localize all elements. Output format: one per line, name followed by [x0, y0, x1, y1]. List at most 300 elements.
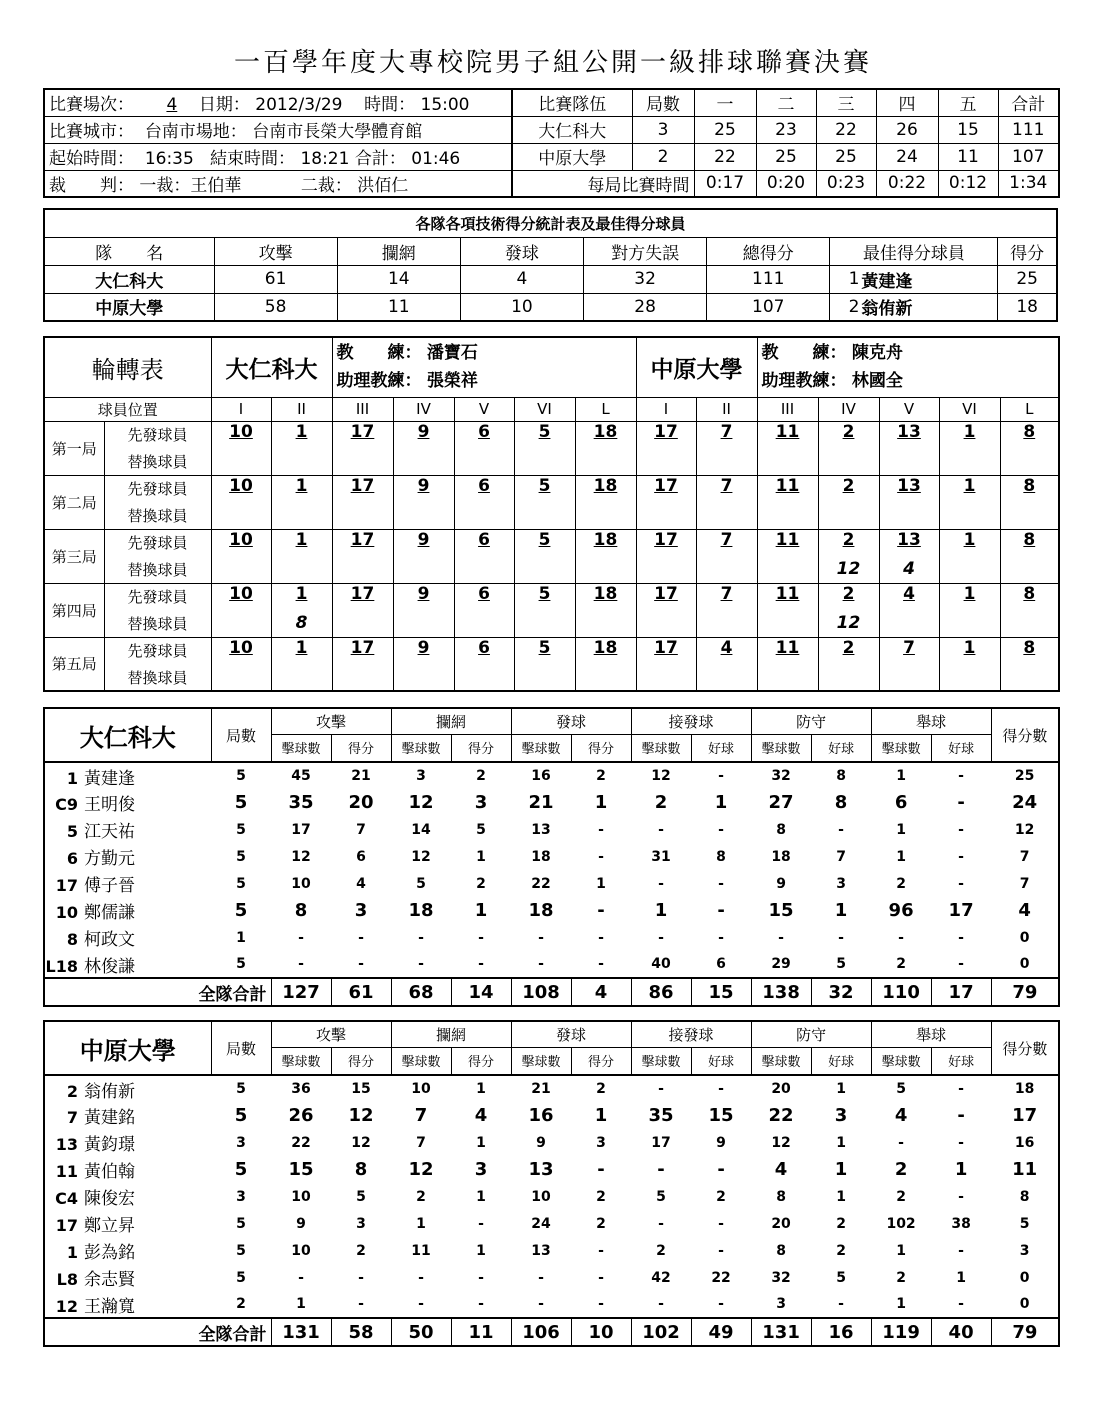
player-name: 王明俊	[84, 795, 135, 815]
starter-cell: 5	[514, 529, 575, 556]
stat-cell: 29	[771, 956, 791, 972]
stat-cell: 1	[896, 768, 906, 784]
stat-cell: -	[718, 1081, 724, 1097]
starter-cell: 8	[1000, 583, 1059, 610]
stat-cell: 12	[771, 1134, 791, 1151]
stats-sub-header: 擊球數	[511, 734, 571, 762]
sub-label: 替換球員	[104, 664, 211, 691]
stat-cell: 1	[836, 1188, 846, 1205]
total-cell: 10	[571, 1318, 631, 1346]
stat-cell: 16	[531, 768, 551, 784]
total-cell: 14	[451, 978, 511, 1006]
stats-group-header: 防守	[751, 1021, 871, 1047]
sub-cell	[332, 664, 393, 691]
stat-cell: -	[358, 956, 364, 972]
stat-cell: 2	[596, 1215, 606, 1232]
sub-cell	[939, 556, 1000, 583]
starter-cell: 6	[454, 475, 514, 502]
sub-cell	[211, 610, 271, 637]
best-player-name: 黃建逢	[860, 265, 997, 293]
stats-sub-header: 得分	[451, 734, 511, 762]
starter-cell: 17	[636, 583, 696, 610]
stat-cell: 5	[234, 1159, 248, 1180]
stat-cell: 15	[351, 1081, 371, 1097]
position-cell: L	[1000, 397, 1059, 421]
stat-cell: 96	[888, 900, 914, 921]
stat-cell: 1	[296, 1296, 306, 1312]
starter-cell: 2	[818, 421, 879, 448]
starter-cell: 18	[575, 475, 636, 502]
player-row	[44, 1156, 1059, 1183]
player-name: 江天祐	[84, 822, 135, 842]
position-cell: V	[879, 397, 939, 421]
stat-cell: 12	[651, 768, 671, 784]
starter-cell: 6	[454, 583, 514, 610]
stats-sub-header: 擊球數	[391, 734, 451, 762]
position-cell: V	[454, 397, 514, 421]
stat-cell: 1	[834, 900, 848, 921]
total-cell: 131	[751, 1318, 811, 1346]
stat-cell: -	[898, 1134, 904, 1151]
starter-cell: 2	[818, 475, 879, 502]
starter-cell: 8	[1000, 637, 1059, 664]
sub-cell	[636, 610, 696, 637]
stat-cell: 1	[954, 1159, 968, 1180]
stats-group-header: 攻擊	[271, 1021, 391, 1047]
summary-table	[43, 208, 1058, 322]
total-cell: 17	[931, 978, 991, 1006]
sub-cell	[332, 448, 393, 475]
stat-cell: 102	[886, 1215, 916, 1232]
summary-cell: 4	[460, 265, 583, 293]
starter-cell: 1	[939, 637, 1000, 664]
position-label: 球員位置	[44, 397, 211, 421]
player-name: 翁侑新	[84, 1081, 135, 1102]
stat-cell: 15	[288, 1159, 314, 1180]
sets-team-b: 中原大學	[512, 143, 632, 170]
sets-cell: 11	[938, 143, 998, 170]
position-cell: IV	[818, 397, 879, 421]
starter-label: 先發球員	[104, 583, 211, 610]
stat-cell: 45	[291, 768, 311, 784]
player-name: 王瀚寬	[84, 1296, 135, 1317]
stat-cell: 17	[291, 821, 311, 838]
starter-cell: 11	[757, 637, 818, 664]
stats-team-name: 中原大學	[44, 1021, 211, 1075]
stats-sub-header: 好球	[811, 734, 871, 762]
stat-cell: 15	[768, 900, 794, 921]
stat-cell: -	[478, 929, 484, 946]
player-row	[44, 1210, 1059, 1237]
stat-cell: 2	[476, 768, 486, 784]
stats-sub-header: 得分	[571, 1047, 631, 1075]
player-row	[44, 1237, 1059, 1264]
sub-cell: 4	[879, 556, 939, 583]
stat-cell: 27	[768, 792, 794, 813]
total-cell: 58	[331, 1318, 391, 1346]
player-number: 7	[66, 1108, 78, 1127]
player-row	[44, 762, 1059, 789]
summary-cell: 10	[460, 293, 583, 321]
summary-row	[44, 293, 1057, 321]
sub-cell	[271, 664, 332, 691]
player-name: 鄭立昇	[84, 1216, 135, 1236]
stat-cell: 10	[411, 1081, 431, 1097]
player-cell	[44, 1129, 211, 1156]
sub-cell	[271, 556, 332, 583]
starter-cell: 18	[575, 421, 636, 448]
summary-cell: 61	[214, 265, 337, 293]
sub-cell	[696, 556, 757, 583]
stats-header-points: 得分數	[991, 708, 1059, 762]
sub-cell	[879, 610, 939, 637]
stat-cell: 18	[1014, 1081, 1035, 1097]
starter-cell: 1	[939, 583, 1000, 610]
stat-cell: 2	[894, 1159, 908, 1180]
starter-cell: 1	[271, 529, 332, 556]
sub-cell	[332, 556, 393, 583]
starter-cell: 2	[818, 637, 879, 664]
rotation-sub-row	[44, 448, 1059, 475]
stat-cell: -	[598, 929, 604, 946]
rotation-sub-row	[44, 664, 1059, 691]
stats-sub-header: 擊球數	[751, 1047, 811, 1075]
stat-cell: 22	[291, 1134, 311, 1151]
stat-cell: 8	[354, 1159, 368, 1180]
stat-cell: -	[838, 929, 844, 946]
sets-header-2: 二	[756, 89, 816, 116]
player-row	[44, 897, 1059, 924]
stat-cell: 2	[896, 1269, 906, 1286]
player-number: 17	[55, 876, 78, 895]
stat-cell: 15	[708, 1105, 734, 1126]
stat-cell: 2	[836, 1242, 846, 1259]
stats-sub-header: 得分	[451, 1047, 511, 1075]
stat-cell: -	[597, 1159, 605, 1180]
summary-cell: 58	[214, 293, 337, 321]
player-cell	[44, 897, 211, 924]
total-cell: 138	[751, 978, 811, 1006]
player-name: 陳俊宏	[84, 1189, 135, 1209]
sub-cell	[818, 448, 879, 475]
player-name: 黃建銘	[84, 1108, 135, 1128]
sub-cell	[1000, 502, 1059, 529]
stats-sub-header: 擊球數	[271, 734, 331, 762]
stat-cell: 0	[1019, 1269, 1030, 1286]
player-number: L8	[56, 1270, 78, 1289]
summary-title: 各隊各項技術得分統計表及最佳得分球員	[44, 209, 1057, 237]
stat-cell: 4	[1018, 900, 1031, 921]
stat-cell: -	[958, 1134, 964, 1151]
stat-cell: 3	[236, 1134, 246, 1151]
stat-cell: 4	[774, 1159, 788, 1180]
stats-header-sets: 局數	[211, 1021, 271, 1075]
stat-cell: 1	[836, 1081, 846, 1097]
stat-cell: -	[538, 929, 544, 946]
stat-cell: 9	[296, 1215, 306, 1232]
sub-cell	[514, 556, 575, 583]
stat-cell: -	[298, 1269, 304, 1286]
sub-cell	[393, 610, 454, 637]
player-cell	[44, 1183, 211, 1210]
starter-cell: 2	[818, 583, 879, 610]
stats-header-row	[44, 708, 1059, 734]
total-cell: 49	[691, 1318, 751, 1346]
stat-cell: 16	[1014, 1134, 1035, 1151]
stat-cell: 5	[1019, 1215, 1030, 1232]
stat-cell: -	[538, 1296, 544, 1312]
starter-cell: 5	[514, 421, 575, 448]
player-cell	[44, 924, 211, 951]
stat-cell: -	[298, 929, 304, 946]
sub-cell: 8	[271, 610, 332, 637]
sets-cell: 25	[816, 143, 876, 170]
stat-cell: -	[718, 1296, 724, 1312]
stat-cell: 2	[356, 1242, 366, 1259]
summary-header: 發球	[460, 237, 583, 265]
stats-group-header: 舉球	[871, 708, 991, 734]
stat-cell: 5	[236, 956, 246, 972]
starter-cell: 7	[696, 529, 757, 556]
stat-cell: -	[778, 929, 784, 946]
stat-cell: -	[718, 1215, 724, 1232]
stat-cell: -	[718, 875, 724, 892]
stat-cell: -	[538, 1269, 544, 1286]
total-cell: 4	[571, 978, 631, 1006]
best-player-no: 2	[830, 293, 861, 321]
sets-cell: 26	[876, 116, 938, 143]
best-player-no: 1	[830, 265, 861, 293]
sets-header-4: 四	[876, 89, 938, 116]
player-cell	[44, 951, 211, 978]
player-cell	[44, 1210, 211, 1237]
stat-cell: 9	[776, 875, 786, 892]
stat-cell: 36	[291, 1081, 311, 1097]
starter-cell: 5	[514, 637, 575, 664]
stats-group-header: 攔網	[391, 1021, 511, 1047]
stat-cell: -	[298, 956, 304, 972]
stat-cell: 3	[836, 875, 846, 892]
player-cell	[44, 843, 211, 870]
totals-label: 全隊合計	[44, 978, 271, 1006]
starter-cell: 4	[696, 637, 757, 664]
player-row	[44, 816, 1059, 843]
sub-cell	[818, 664, 879, 691]
player-cell	[44, 789, 211, 816]
sub-cell	[757, 664, 818, 691]
sub-cell	[575, 556, 636, 583]
stat-cell: 7	[416, 1134, 426, 1151]
stat-cell: 24	[531, 1215, 551, 1232]
total-cell: 131	[271, 1318, 331, 1346]
stat-cell: -	[418, 956, 424, 972]
stat-cell: -	[597, 900, 605, 921]
starter-cell: 8	[1000, 475, 1059, 502]
starter-cell: 5	[514, 583, 575, 610]
sets-cell: 3	[632, 116, 694, 143]
sub-cell	[696, 502, 757, 529]
stat-cell: 5	[234, 1105, 248, 1126]
stat-cell: -	[478, 956, 484, 972]
stat-cell: 5	[234, 900, 248, 921]
rotation-set-label: 第五局	[44, 637, 104, 691]
starter-cell: 1	[939, 529, 1000, 556]
sets-header-5: 五	[938, 89, 998, 116]
stat-cell: 1	[714, 792, 728, 813]
totals-row	[44, 1318, 1059, 1346]
summary-cell: 111	[707, 265, 830, 293]
sub-cell	[696, 448, 757, 475]
stat-cell: -	[718, 768, 724, 784]
sets-cell: 22	[694, 143, 756, 170]
total-cell: 79	[991, 978, 1059, 1006]
sub-cell	[514, 502, 575, 529]
stat-cell: 5	[236, 768, 246, 784]
sub-cell	[939, 502, 1000, 529]
player-cell	[44, 762, 211, 789]
rotation-sub-row	[44, 502, 1059, 529]
sets-cell: 107	[998, 143, 1059, 170]
stat-cell: -	[898, 929, 904, 946]
summary-cell: 11	[337, 293, 460, 321]
stat-cell: 8	[776, 1188, 786, 1205]
sets-cell: 24	[876, 143, 938, 170]
position-cell: VI	[939, 397, 1000, 421]
sub-cell	[211, 556, 271, 583]
stats-sub-header: 好球	[931, 734, 991, 762]
rotation-set-label: 第三局	[44, 529, 104, 583]
stat-cell: -	[598, 956, 604, 972]
stats-sub-header: 擊球數	[511, 1047, 571, 1075]
set-time: 1:34	[998, 170, 1059, 197]
starter-label: 先發球員	[104, 529, 211, 556]
stat-cell: -	[658, 875, 664, 892]
stat-cell: 2	[896, 875, 906, 892]
player-row	[44, 1129, 1059, 1156]
player-row	[44, 843, 1059, 870]
stat-cell: 1	[476, 1081, 486, 1097]
position-cell: III	[332, 397, 393, 421]
player-cell	[44, 1237, 211, 1264]
sub-cell	[879, 664, 939, 691]
total-cell: 61	[331, 978, 391, 1006]
stats-group-header: 防守	[751, 708, 871, 734]
stat-cell: 17	[1012, 1105, 1038, 1126]
set-time: 0:22	[876, 170, 938, 197]
stat-cell: -	[717, 900, 725, 921]
player-number: 8	[66, 930, 78, 949]
starter-cell: 17	[636, 529, 696, 556]
player-name: 彭為銘	[84, 1243, 135, 1263]
total-cell: 119	[871, 1318, 931, 1346]
player-row	[44, 1183, 1059, 1210]
stat-cell: 9	[536, 1134, 546, 1151]
match-info-table	[43, 88, 1060, 198]
stat-cell: 2	[596, 1081, 606, 1097]
sets-cell: 15	[938, 116, 998, 143]
stats-group-header: 攻擊	[271, 708, 391, 734]
stat-cell: 21	[351, 768, 371, 784]
rotation-title: 輪轉表	[44, 337, 211, 397]
position-row	[44, 397, 1059, 421]
stat-cell: 8	[834, 792, 848, 813]
starter-cell: 11	[757, 529, 818, 556]
team-a-coaches: 教 練： 潘寶石 助理教練： 張榮祥	[332, 337, 636, 397]
summary-team: 中原大學	[44, 293, 214, 321]
summary-cell: 32	[584, 265, 707, 293]
starter-cell: 11	[757, 421, 818, 448]
stat-cell: 1	[596, 875, 606, 892]
stat-cell: 2	[654, 792, 668, 813]
stats-sub-header: 好球	[691, 1047, 751, 1075]
stat-cell: 7	[836, 848, 846, 865]
stat-cell: -	[718, 929, 724, 946]
player-row	[44, 1291, 1059, 1318]
stat-cell: -	[418, 929, 424, 946]
player-cell	[44, 870, 211, 897]
stat-cell: 5	[836, 956, 846, 972]
starter-cell: 2	[818, 529, 879, 556]
sets-cell: 23	[756, 116, 816, 143]
stat-cell: 11	[1012, 1159, 1038, 1180]
stat-cell: 2	[896, 956, 906, 972]
stat-cell: 3	[356, 1215, 366, 1232]
stat-cell: -	[658, 821, 664, 838]
summary-team: 大仁科大	[44, 265, 214, 293]
stat-cell: 12	[291, 848, 311, 865]
starter-cell: 17	[636, 421, 696, 448]
starter-cell: 10	[211, 583, 271, 610]
stat-cell: -	[658, 929, 664, 946]
sub-cell	[393, 502, 454, 529]
stats-group-header: 接發球	[631, 1021, 751, 1047]
stat-cell: 18	[408, 900, 434, 921]
stat-cell: 9	[716, 1134, 726, 1151]
stat-cell: -	[958, 1188, 964, 1205]
starter-label: 先發球員	[104, 421, 211, 448]
player-number: 17	[55, 1216, 78, 1235]
stat-cell: 1	[594, 1105, 608, 1126]
player-row	[44, 1102, 1059, 1129]
best-player-points: 25	[998, 265, 1057, 293]
totals-label: 全隊合計	[44, 1318, 271, 1346]
sub-cell	[393, 664, 454, 691]
stat-cell: 10	[531, 1188, 551, 1205]
player-name: 方勤元	[84, 849, 135, 869]
starter-cell: 17	[332, 637, 393, 664]
stat-cell: 2	[656, 1242, 666, 1259]
player-row	[44, 951, 1059, 978]
stat-cell: 5	[896, 1081, 906, 1097]
starter-cell: 7	[696, 583, 757, 610]
starter-cell: 13	[879, 421, 939, 448]
stat-cell: -	[598, 848, 604, 865]
stat-cell: 12	[348, 1105, 374, 1126]
stat-cell: 22	[768, 1105, 794, 1126]
stat-cell: 14	[411, 821, 431, 838]
stat-cell: 20	[771, 1215, 791, 1232]
stat-cell: -	[838, 1296, 844, 1312]
summary-cell: 28	[584, 293, 707, 321]
stat-cell: 5	[836, 1269, 846, 1286]
sub-cell	[332, 610, 393, 637]
stat-cell: 12	[1014, 821, 1035, 838]
starter-cell: 1	[271, 637, 332, 664]
sub-cell: 12	[818, 610, 879, 637]
stat-cell: -	[958, 768, 964, 784]
stat-cell: 35	[648, 1105, 674, 1126]
rotation-team-a: 大仁科大	[211, 337, 332, 397]
